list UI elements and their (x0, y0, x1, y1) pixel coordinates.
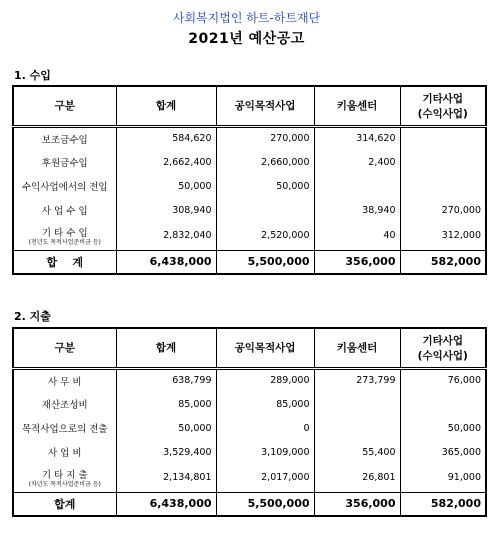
cell-other: 270,000 (400, 198, 486, 222)
table-row (13, 174, 486, 198)
col-total: 합계 (116, 86, 216, 126)
income-table (12, 85, 487, 275)
row-label-text: 사 업 수 입 (41, 206, 88, 217)
cell-kium (314, 392, 400, 416)
col-public-purpose: 공익목적사업 (216, 86, 314, 126)
total-label: 합계 (13, 492, 116, 516)
row-label-text: 보조금수입 (41, 134, 88, 146)
cell-public: 270,000 (216, 126, 314, 150)
cell-total: 308,940 (116, 198, 216, 222)
total-row (13, 492, 486, 516)
organization-name: 사회복지법인 하트-하트재단 (172, 11, 321, 25)
row-label (13, 222, 116, 250)
row-label (13, 174, 116, 198)
row-label (13, 392, 116, 416)
cell-other: 91,000 (400, 464, 486, 492)
total-other: 582,000 (400, 250, 486, 274)
cell-public: 50,000 (216, 174, 314, 198)
cell-kium: 38,940 (314, 198, 400, 222)
row-label-text: 후원금수입 (41, 158, 88, 169)
row-label (13, 126, 116, 150)
col-other-business (400, 328, 486, 368)
row-label (13, 150, 116, 174)
cell-public: 3,109,000 (216, 440, 314, 464)
cell-public (216, 198, 314, 222)
cell-public: 0 (216, 416, 314, 440)
row-label-text: 재산조성비 (41, 400, 88, 411)
table-row (13, 150, 486, 174)
total-other: 582,000 (400, 492, 486, 516)
cell-kium: 40 (314, 222, 400, 250)
table-row (13, 464, 486, 492)
cell-other (400, 126, 486, 150)
table-row (13, 416, 486, 440)
cell-total: 2,832,040 (116, 222, 216, 250)
col-other-business (400, 86, 486, 126)
cell-other (400, 150, 486, 174)
row-label-text: 수익사업에서의 전입 (21, 182, 108, 193)
col-category: 구분 (54, 100, 75, 113)
row-label (13, 440, 116, 464)
table-row (13, 198, 486, 222)
total-row (13, 250, 486, 274)
col-category: 구분 (54, 342, 75, 355)
cell-public: 289,000 (216, 368, 314, 392)
row-label-note: (전년도 목적사업준비금 등) (28, 239, 101, 247)
col-kium-center: 키움센터 (314, 86, 400, 126)
col-other-business-label: 기타사업 (422, 92, 464, 105)
cell-total: 50,000 (116, 416, 216, 440)
income-header-row (13, 86, 486, 126)
row-label (13, 416, 116, 440)
expense-section-title: 2. 지출 (14, 310, 51, 323)
cell-public: 2,660,000 (216, 150, 314, 174)
cell-public: 2,017,000 (216, 464, 314, 492)
table-row (13, 368, 486, 392)
cell-total: 638,799 (116, 368, 216, 392)
row-label-text: 사 무 비 (47, 376, 82, 388)
cell-kium: 273,799 (314, 368, 400, 392)
cell-other: 312,000 (400, 222, 486, 250)
cell-other: 76,000 (400, 368, 486, 392)
table-row (13, 440, 486, 464)
cell-other: 365,000 (400, 440, 486, 464)
cell-kium (314, 174, 400, 198)
row-label (13, 198, 116, 222)
expense-table (12, 327, 487, 517)
cell-kium (314, 416, 400, 440)
income-section-title: 1. 수입 (14, 69, 51, 82)
cell-kium: 2,400 (314, 150, 400, 174)
cell-public: 85,000 (216, 392, 314, 416)
cell-total: 584,620 (116, 126, 216, 150)
table-row (13, 126, 486, 150)
total-label: 합 계 (13, 250, 116, 274)
cell-total: 85,000 (116, 392, 216, 416)
row-label (13, 464, 116, 492)
cell-public: 2,520,000 (216, 222, 314, 250)
cell-other: 50,000 (400, 416, 486, 440)
total-kium: 356,000 (314, 250, 400, 274)
row-label-text: 기 타 지 출 (41, 470, 88, 482)
cell-other (400, 392, 486, 416)
row-label-text: 목적사업으로의 전출 (21, 424, 108, 435)
cell-kium: 55,400 (314, 440, 400, 464)
cell-total: 50,000 (116, 174, 216, 198)
row-label-note: (차년도 목적사업준비금 등) (28, 481, 101, 489)
col-public-purpose: 공익목적사업 (216, 328, 314, 368)
cell-kium: 26,801 (314, 464, 400, 492)
col-other-business-label: 기타사업 (422, 334, 464, 347)
col-total: 합계 (116, 328, 216, 368)
col-other-business-sub: (수익사업) (417, 349, 468, 362)
row-label-text: 사 업 비 (47, 448, 82, 459)
page-title: 2021년 예산공고 (188, 31, 305, 47)
total-public: 5,500,000 (216, 492, 314, 516)
total-public: 5,500,000 (216, 250, 314, 274)
row-label (13, 368, 116, 392)
table-row (13, 392, 486, 416)
cell-total: 2,134,801 (116, 464, 216, 492)
row-label-text: 기 타 수 입 (41, 228, 88, 240)
total-kium: 356,000 (314, 492, 400, 516)
total-total: 6,438,000 (116, 250, 216, 274)
col-kium-center: 키움센터 (314, 328, 400, 368)
total-total: 6,438,000 (116, 492, 216, 516)
cell-total: 3,529,400 (116, 440, 216, 464)
expense-header-row (13, 328, 486, 368)
col-other-business-sub: (수익사업) (417, 107, 468, 120)
cell-total: 2,662,400 (116, 150, 216, 174)
cell-kium: 314,620 (314, 126, 400, 150)
cell-other (400, 174, 486, 198)
table-row (13, 222, 486, 250)
